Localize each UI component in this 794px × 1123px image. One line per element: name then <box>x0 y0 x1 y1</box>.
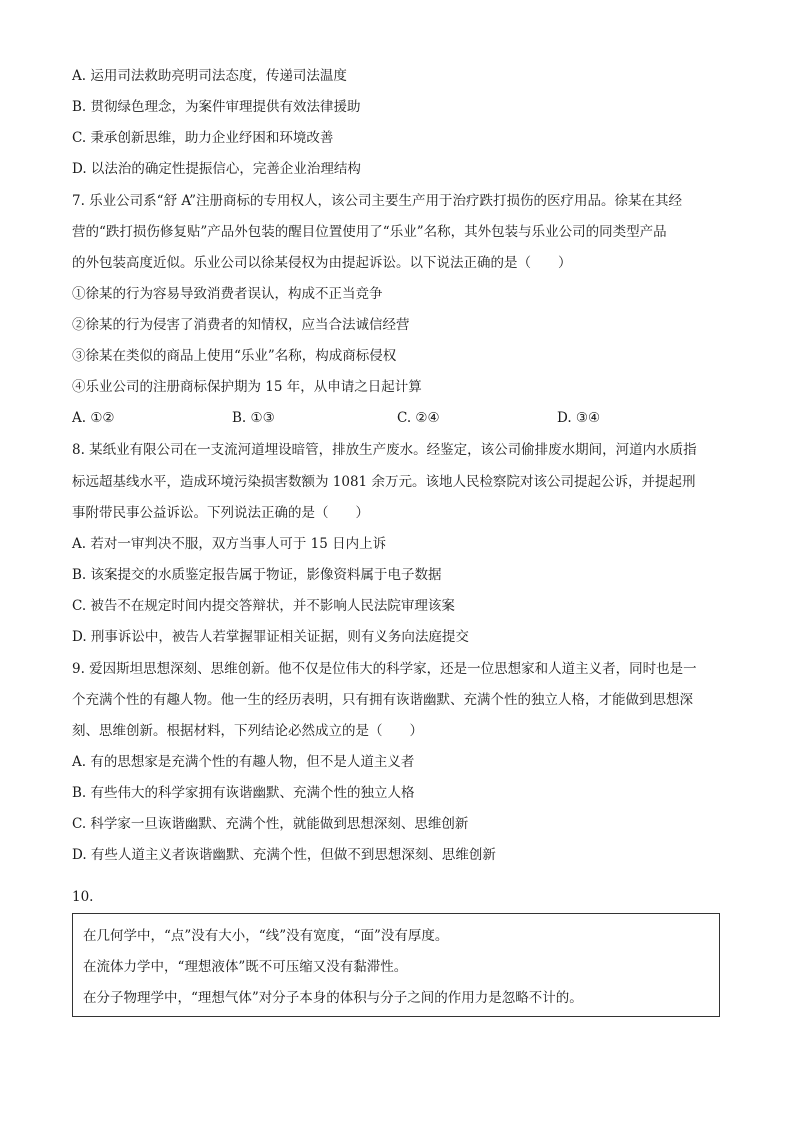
q9-option-a: A. 有的思想家是充满个性的有趣人物，但不是人道主义者 <box>72 754 415 770</box>
q9-option-c: C. 科学家一旦诙谐幽默、充满个性，就能做到思想深刻、思维创新 <box>72 816 469 832</box>
q8-stem-line-3: 事附带民事公益诉讼。下列说法正确的是（ ） <box>72 505 369 521</box>
q8-stem-line-2: 标远超基线水平，造成环境污染损害数额为 1081 余万元。该地人民检察院对该公司提起公诉，并提起刑 <box>72 474 696 490</box>
q6-option-a: A. 运用司法救助亮明司法态度，传递司法温度 <box>72 68 347 84</box>
q8-option-b: B. 该案提交的水质鉴定报告属于物证，影像资料属于电子数据 <box>72 567 442 583</box>
q10-material-line-3: 在分子物理学中，“理想气体”对分子本身的体积与分子之间的作用力是忽略不计的。 <box>83 990 583 1006</box>
q7-statement-4: ④乐业公司的注册商标保护期为 15 年，从申请之日起计算 <box>72 379 422 395</box>
q9-stem-line-3: 刻、思维创新。根据材料，下列结论必然成立的是（ ） <box>72 723 423 739</box>
q8-option-a: A. 若对一审判决不服，双方当事人可于 15 日内上诉 <box>72 536 387 552</box>
q10-material-line-1: 在几何学中，“点”没有大小，“线”没有宽度，“面”没有厚度。 <box>83 928 449 944</box>
q9-stem-line-1: 9. 爱因斯坦思想深刻、思维创新。他不仅是位伟大的科学家，还是一位思想家和人道主义者，同时也是一 <box>72 661 697 677</box>
q7-statement-3: ③徐某在类似的商品上使用“乐业”名称，构成商标侵权 <box>72 348 397 364</box>
q8-option-c: C. 被告不在规定时间内提交答辩状，并不影响人民法院审理该案 <box>72 598 455 614</box>
q6-option-b: B. 贯彻绿色理念，为案件审理提供有效法律援助 <box>72 99 361 115</box>
q9-option-d: D. 有些人道主义者诙谐幽默、充满个性，但做不到思想深刻、思维创新 <box>72 847 496 863</box>
q7-statement-2: ②徐某的行为侵害了消费者的知情权，应当合法诚信经营 <box>72 317 410 333</box>
q7-stem-line-3: 的外包装高度近似。乐业公司以徐某侵权为由提起诉讼。以下说法正确的是（ ） <box>72 255 572 271</box>
q6-option-c: C. 秉承创新思维，助力企业纾困和环境改善 <box>72 130 334 146</box>
q10-number: 10. <box>72 889 94 905</box>
q6-option-d: D. 以法治的确定性提振信心，完善企业治理结构 <box>72 161 361 177</box>
q7-statement-1: ①徐某的行为容易导致消费者误认，构成不正当竞争 <box>72 286 383 302</box>
q7-choice-b: B. ①③ <box>232 410 275 426</box>
q7-stem-line-2: 营的“跌打损伤修复贴”产品外包装的醒目位置使用了“乐业”名称，其外包装与乐业公司的同类型产品 <box>72 224 667 240</box>
q9-option-b: B. 有些伟大的科学家拥有诙谐幽默、充满个性的独立人格 <box>72 785 415 801</box>
q7-choice-c: C. ②④ <box>397 410 440 426</box>
q9-stem-line-2: 个充满个性的有趣人物。他一生的经历表明，只有拥有诙谐幽默、充满个性的独立人格，才能做到思想深 <box>72 692 693 708</box>
q8-stem-line-1: 8. 某纸业有限公司在一支流河道埋设暗管，排放生产废水。经鉴定，该公司偷排废水期间，河道内水质指 <box>72 442 697 458</box>
q7-choice-d: D. ③④ <box>557 410 601 426</box>
q8-option-d: D. 刑事诉讼中，被告人若掌握罪证相关证据，则有义务向法庭提交 <box>72 629 469 645</box>
q7-choice-a: A. ①② <box>72 410 115 426</box>
q7-stem-line-1: 7. 乐业公司系“舒 A”注册商标的专用权人，该公司主要生产用于治疗跌打损伤的医疗用品。徐某在其经 <box>72 193 683 209</box>
q10-material-box <box>72 913 720 1017</box>
q10-material-line-2: 在流体力学中，“理想液体”既不可压缩又没有黏滞性。 <box>83 959 408 975</box>
